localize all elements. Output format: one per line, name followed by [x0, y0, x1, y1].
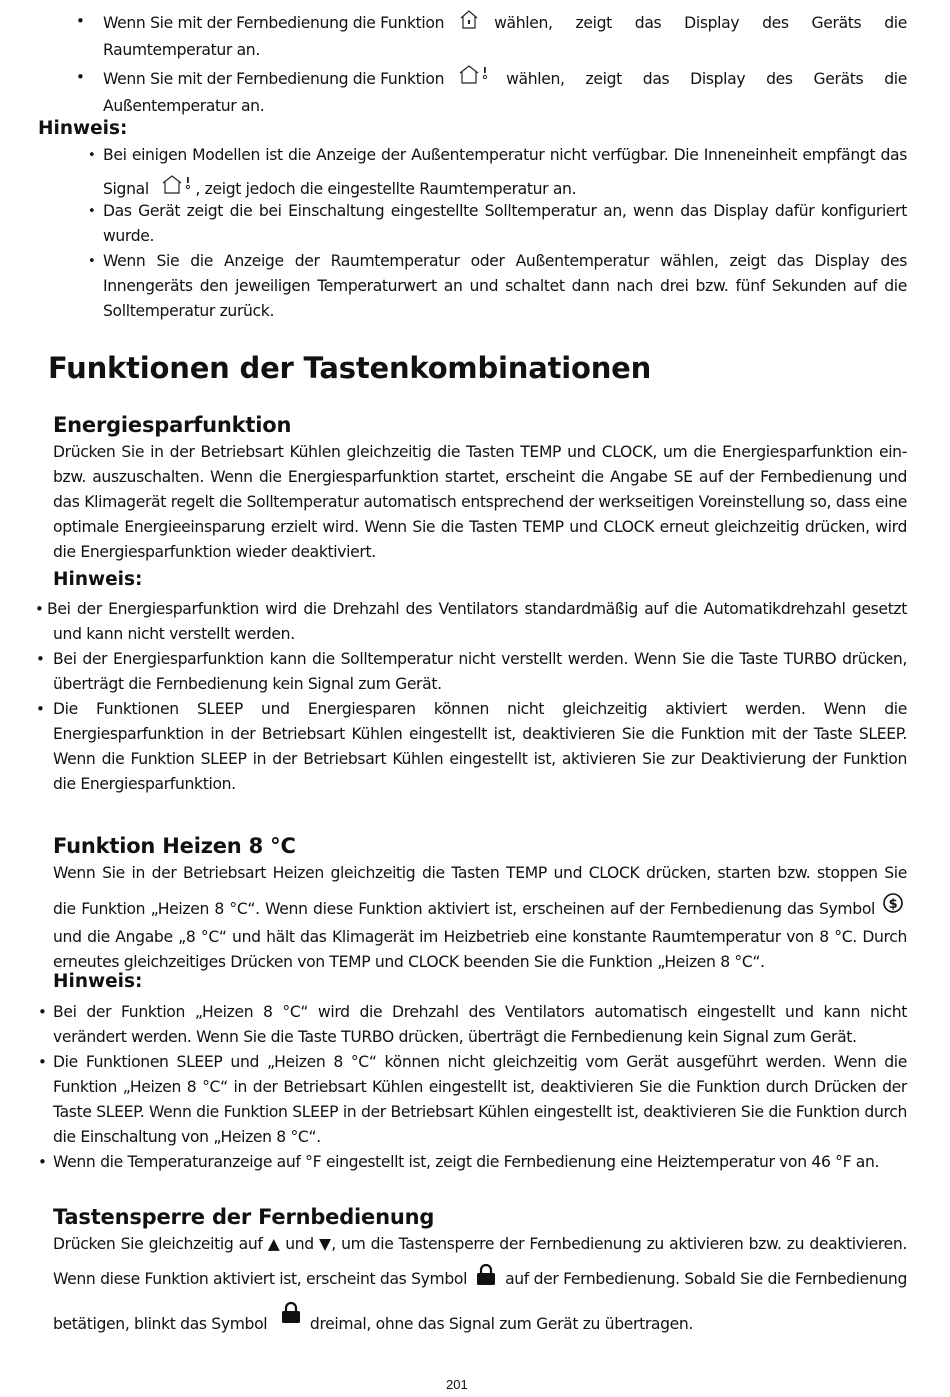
heat-8c-dollar-icon	[881, 893, 905, 925]
heat8-title: Funktion Heizen 8 °C	[53, 834, 296, 858]
bullet: •	[88, 254, 96, 269]
energy-body: Drücken Sie in der Betriebsart Kühlen gleichzeitig die Tasten TEMP und CLOCK, um die Energiesparfunktion ein- bzw. auszuschalten. Wenn die Energiesparfunktion startet, erscheint die Angabe SE auf der Fernbedienung und das Klimagerät regelt die Solltemperatur automatisch entsprechend der werkseitigen Voreinstellung so, dass eine optimale Energieeinsparung erzielt wird. Wenn Sie die Tasten TEMP und CLOCK erneut gleichzeitig drücken, wird die Energiesparfunktion wieder deaktiviert.	[53, 443, 907, 561]
lock-body	[53, 1232, 907, 1337]
section-title: Funktionen der Tastenkombinationen	[48, 351, 652, 385]
intro-item-1-after: wählen, zeigt das Display des Geräts die	[494, 13, 907, 32]
bullet: •	[36, 650, 45, 668]
lock-line1: Drücken Sie gleichzeitig auf ▲ und ▼, um die Tastensperre der Fernbedienung zu aktivieren bzw. zu deaktivieren.	[53, 1235, 907, 1253]
lock-line3-before: betätigen, blinkt das Symbol	[53, 1315, 268, 1333]
house-indoor-temp-icon	[458, 8, 480, 38]
hinweis-top-item-3: Wenn Sie die Anzeige der Raumtemperatur oder Außentemperatur wählen, zeigt das Display des Innengeräts den jeweiligen Temperaturwert an und schaltet dann nach drei bzw. fünf Sekunden auf die Solltemperatur zurück.	[103, 252, 907, 320]
bullet: •	[76, 12, 85, 30]
hinweis-top-item-1	[103, 143, 907, 204]
heat8-note-2: Die Funktionen SLEEP und „Heizen 8 °C“ können nicht gleichzeitig vom Gerät ausgeführt werden. Wenn die Funktion „Heizen 8 °C“ in der Betriebsart Kühlen eingestellt ist, deaktivieren Sie die Funktion durch Drücken der Taste SLEEP. Wenn die Funktion SLEEP in der Betriebsart Kühlen eingestellt ist, deaktivieren Sie die Funktion durch die Einschaltung von „Heizen 8 °C“.	[53, 1053, 907, 1146]
intro-item-2	[103, 64, 907, 119]
energy-title: Energiesparfunktion	[53, 413, 292, 437]
bullet: •	[38, 1053, 47, 1071]
lock-line2-before: Wenn diese Funktion aktiviert ist, erscheint das Symbol	[53, 1269, 468, 1288]
heat8-body-line1: Wenn Sie in der Betriebsart Heizen gleichzeitig die Tasten TEMP und CLOCK drücken, starten bzw. stoppen Sie	[53, 864, 907, 882]
intro-item-1-before: Wenn Sie mit der Fernbedienung die Funktion	[103, 13, 445, 32]
lock-line3-after: dreimal, ohne das Signal zum Gerät zu übertragen.	[309, 1315, 694, 1333]
intro-item-1-line2: Raumtemperatur an.	[103, 41, 260, 59]
lock-line2-after: auf der Fernbedienung. Sobald Sie die Fernbedienung	[505, 1269, 907, 1288]
hinweis-top-item-2: Das Gerät zeigt die bei Einschaltung eingestellte Solltemperatur an, wenn das Display dafür konfiguriert wurde.	[103, 202, 907, 245]
page-number: 201	[446, 1377, 468, 1392]
hinweis-heading-top: Hinweis:	[38, 118, 128, 139]
bullet: •	[38, 1153, 47, 1171]
hinweis-top-item-1-after: , zeigt jedoch die eingestellte Raumtemperatur an.	[195, 180, 577, 198]
intro-item-2-after: wählen, zeigt das Display des Geräts die	[506, 69, 907, 88]
hinweis-top-item-1-signal: Signal	[103, 180, 149, 198]
intro-item-2-before: Wenn Sie mit der Fernbedienung die Funktion	[103, 69, 445, 88]
energy-note-1	[47, 597, 907, 647]
bullet: •	[38, 1003, 47, 1021]
intro-item-2-line2: Außentemperatur an.	[103, 97, 265, 115]
heat8-note-3: Wenn die Temperaturanzeige auf °F eingestellt ist, zeigt die Fernbedienung eine Heiztemperatur von 46 °F an.	[53, 1153, 880, 1171]
bullet: •	[88, 204, 96, 219]
intro-item-1	[103, 8, 907, 63]
lock-icon	[475, 1263, 497, 1295]
lock-icon	[280, 1301, 302, 1333]
bullet: •	[76, 68, 85, 86]
hinweis-heading-heat8: Hinweis:	[53, 971, 143, 992]
bullet: •	[36, 700, 45, 718]
bullet: •	[35, 600, 44, 618]
hinweis-top-item-1-line1: Bei einigen Modellen ist die Anzeige der Außentemperatur nicht verfügbar. Die Inneneinheit empfängt das	[103, 146, 907, 164]
heat8-note-1: Bei der Funktion „Heizen 8 °C“ wird die Drehzahl des Ventilators automatisch eingestellt und kann nicht verändert werden. Wenn Sie die Taste TURBO drücken, überträgt die Fernbedienung kein Signal zum Gerät.	[53, 1003, 907, 1046]
bullet: •	[88, 148, 96, 163]
energy-note-3: Die Funktionen SLEEP und Energiesparen können nicht gleichzeitig aktiviert werden. Wenn die Energiesparfunktion in der Betriebsart Kühlen eingestellt ist, deaktivieren Sie die Funktion mit der Taste SLEEP. Wenn die Funktion SLEEP in der Betriebsart Kühlen eingestellt ist, aktivieren Sie zur Deaktivierung der Funktion die Energiesparfunktion.	[53, 700, 907, 793]
heat8-body	[53, 861, 907, 975]
energy-note-1-text: Bei der Energiesparfunktion wird die Drehzahl des Ventilators standardmäßig auf die Automatikdrehzahl gesetzt und kann nicht verstellt werden.	[47, 600, 907, 643]
heat8-body-line2: die Funktion „Heizen 8 °C“. Wenn diese Funktion aktiviert ist, erscheinen auf der Fernbedienung das Symbol	[53, 899, 875, 918]
heat8-body-rest: und die Angabe „8 °C“ und hält das Klimagerät im Heizbetrieb eine konstante Raumtemperatur von 8 °C. Durch erneutes gleichzeitiges Drücken von TEMP und CLOCK beenden Sie die Funktion „Heizen 8 °C“.	[53, 928, 907, 971]
lock-title: Tastensperre der Fernbedienung	[53, 1205, 435, 1229]
energy-note-2: Bei der Energiesparfunktion kann die Solltemperatur nicht verstellt werden. Wenn Sie die Taste TURBO drücken, überträgt die Fernbedienung kein Signal zum Gerät.	[53, 650, 907, 693]
house-outdoor-temp-icon	[458, 64, 490, 94]
hinweis-heading-energy: Hinweis:	[53, 569, 143, 590]
svg-text:$: $	[888, 897, 898, 912]
